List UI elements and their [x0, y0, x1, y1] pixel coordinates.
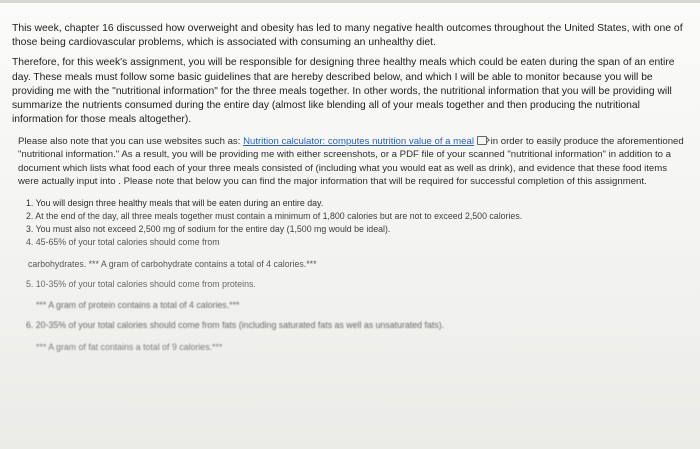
top-border	[0, 0, 700, 3]
list-item: 1. You will design three healthy meals that will be eaten during an entire day.	[26, 197, 324, 208]
protein-note: *** A gram of protein contains a total of 4 calories.***	[36, 300, 240, 311]
requirements-list	[12, 197, 684, 354]
list-item: 4. 45-65% of your total calories should come from	[26, 237, 220, 248]
external-link-icon[interactable]	[477, 136, 487, 145]
intro-paragraph: This week, chapter 16 discussed how overweight and obesity has led to many negative health outcomes throughout the United States, with one of those being cardiovascular problems, which is associated with consuming an unhealthy diet.	[12, 23, 683, 49]
carb-note: carbohydrates. *** A gram of carbohydrate contains a total of 4 calories.***	[28, 258, 317, 269]
resources-paragraph	[12, 135, 684, 189]
list-item: 3. You must also not exceed 2,500 mg of sodium for the entire day (1,500 mg would be ideal).	[26, 224, 391, 235]
list-item: 5. 10-35% of your total calories should come from proteins.	[26, 278, 256, 289]
assignment-paragraph: Therefore, for this week's assignment, you will be responsible for designing three healthy meals which could be eaten during the span of an entire day. These meals must follow some basic guidelines that are hereby described below, and which I will be able to monitor because you will be providing me with the "nutritional information" for the three meals together. In other words, the nutritional information that you will be providing will summarize the nutrients consumed during the entire day (almost like blending all of your meals together and then producing the nutritional information for those meals altogether).	[12, 57, 675, 125]
resources-text-after: in order to easily produce the aforementioned "nutritional information." As a result, you will be providing me with either screenshots, or a PDF file of your scanned "nutritional information" in addition to a document which lists what food each of your three meals consisted of (including what you would eat as well as drink), and evidence that these food items were actually input into . Please note that below you can find the major information that will be required for successful completion of this assignment.	[18, 135, 684, 188]
assignment-content	[12, 22, 684, 354]
list-item: 2. At the end of the day, all three meals together must contain a minimum of 1,800 calories but are not to exceed 2,500 calories.	[26, 211, 523, 222]
resources-text-before: Please also note that you can use websites such as:	[18, 135, 244, 147]
nutrition-calculator-link[interactable]: Nutrition calculator: computes nutrition value of a meal	[243, 135, 474, 147]
list-item: 6. 20-35% of your total calories should come from fats (including saturated fats as well as unsaturated fats).	[26, 320, 445, 331]
fat-note: *** A gram of fat contains a total of 9 calories.***	[36, 341, 223, 352]
